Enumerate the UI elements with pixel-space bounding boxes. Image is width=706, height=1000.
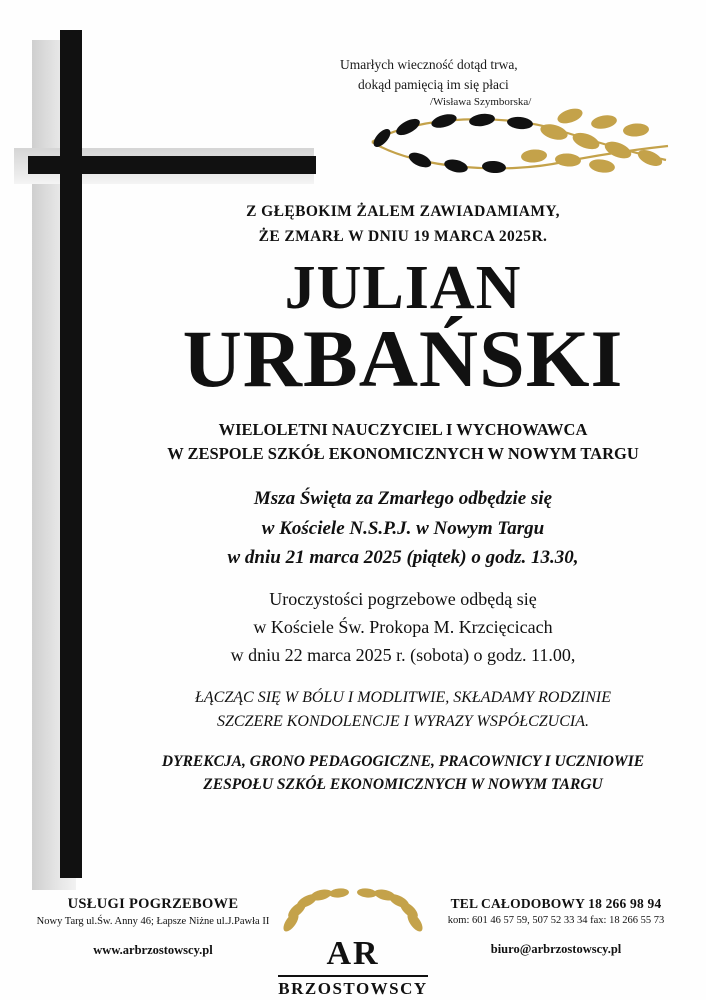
funeral-line-2: w Kościele Św. Prokopa M. Krzcięcicach	[253, 617, 553, 638]
mass-line-2: w Kościele N.S.P.J. w Nowym Targu	[261, 517, 545, 539]
footer-email-link[interactable]: biuro@arbrzostowscy.pl	[490, 942, 622, 956]
announcement-line-2: ŻE ZMARŁ W DNIU 19 MARCA 2025R.	[258, 227, 548, 245]
cross-vertical-shadow	[32, 40, 76, 890]
laurel-branch-ornament	[358, 108, 674, 178]
cross-vertical-bar	[60, 30, 82, 878]
role-line-2: W ZESPOLE SZKÓŁ EKONOMICZNYCH W NOWYM TARGU	[167, 444, 639, 464]
deceased-first-name: JULIAN	[284, 253, 522, 322]
mass-line-3: w dniu 21 marca 2025 (piątek) o godz. 13.30,	[227, 547, 579, 569]
funeral-line-3: w dniu 22 marca 2025 r. (sobota) o godz. 11.00,	[230, 645, 576, 666]
logo-company-name: BRZOSTOWSCY	[278, 979, 428, 998]
condolence-line-1: ŁĄCZĄC SIĘ W BÓLU I MODLITWIE, SKŁADAMY RODZINIE	[195, 689, 611, 707]
signatory-line-2: ZESPOŁU SZKÓŁ EKONOMICZNYCH W NOWYM TARGU	[203, 776, 603, 794]
company-logo	[268, 888, 438, 999]
mass-line-1: Msza Święta za Zmarłego odbędzie się	[253, 488, 553, 510]
memorial-quote	[340, 55, 680, 111]
cross-horizontal-bar	[28, 156, 316, 174]
logo-divider	[278, 975, 428, 977]
announcement-line-1: Z GŁĘBOKIM ŻALEM ZAWIADAMIAMY,	[246, 203, 560, 220]
logo-monogram: AR	[326, 935, 380, 972]
funeral-line-1: Uroczystości pogrzebowe odbędą się	[269, 589, 537, 610]
footer-services	[18, 896, 288, 958]
footer-services-title: USŁUGI POGRZEBOWE	[67, 896, 239, 912]
logo-wreath-icon	[268, 888, 438, 939]
role-block	[110, 418, 696, 466]
signatory-line-1: DYREKCJA, GRONO PEDAGOGICZNE, PRACOWNICY I UCZNIOWIE	[161, 753, 645, 771]
deceased-last-name: URBAŃSKI	[182, 312, 624, 404]
cross-horizontal-shadow	[14, 148, 314, 184]
footer-address: Nowy Targ ul.Św. Anny 46; Łapsze Niżne ul.J.Pawła II	[36, 916, 270, 927]
quote-line-2: dokąd pamięcią im się płaci	[358, 76, 509, 92]
footer-contact	[416, 896, 696, 957]
quote-line-1: Umarłych wieczność dotąd trwa,	[340, 57, 518, 72]
footer-phone-extra: kom: 601 46 57 59, 507 52 33 34 fax: 18 266 55 73	[447, 915, 665, 926]
funeral-block	[110, 586, 696, 670]
footer-website-link[interactable]: www.arbrzostowscy.pl	[93, 943, 213, 957]
footer-phone: TEL CAŁODOBOWY 18 266 98 94	[450, 896, 662, 911]
quote-author: /Wisława Szymborska/	[430, 96, 532, 109]
obituary-main-text	[110, 200, 696, 797]
announcement-block	[110, 200, 696, 250]
condolence-block	[110, 686, 696, 734]
role-line-1: WIELOLETNI NAUCZYCIEL I WYCHOWAWCA	[218, 420, 588, 440]
mass-block	[110, 484, 696, 572]
signatory-block	[110, 750, 696, 797]
condolence-line-2: SZCZERE KONDOLENCJE I WYRAZY WSPÓŁCZUCIA.	[216, 713, 590, 731]
footer	[0, 896, 706, 998]
